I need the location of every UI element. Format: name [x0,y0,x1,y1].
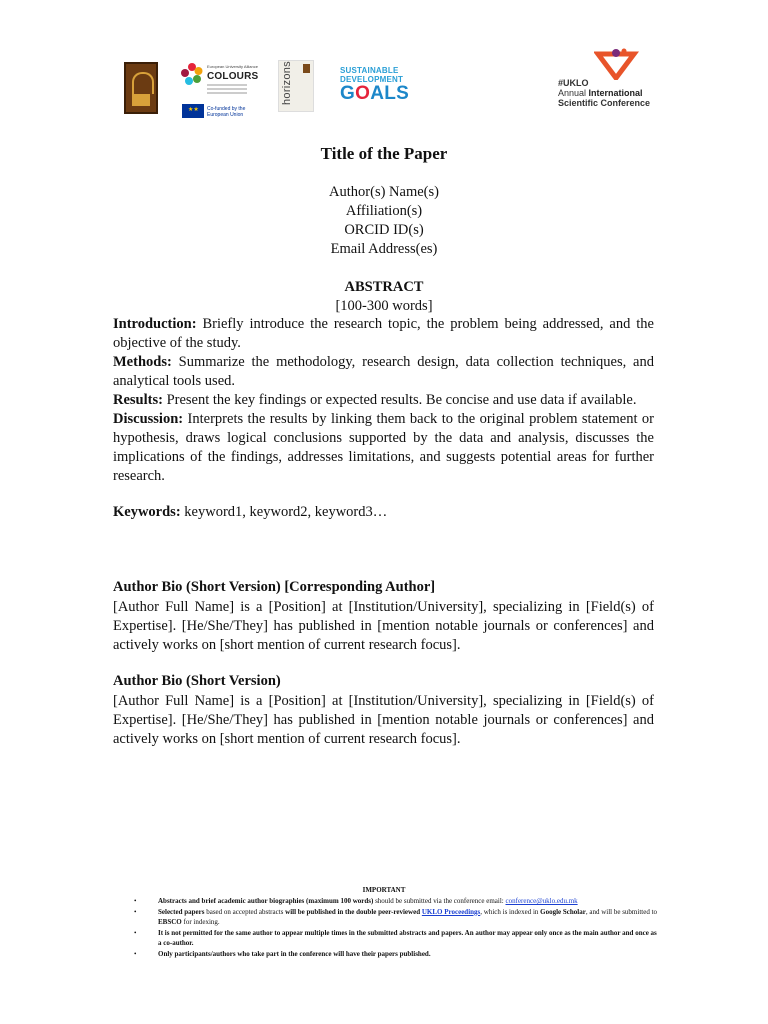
note-item: • Selected papers based on accepted abstracts will be published in the double peer-reviewed UKLO Proceedings, which is indexed in Google Scholar, and will be submitted to EBSCO for indexing. [134,907,658,926]
conference-email-link[interactable]: conference@uklo.edu.mk [505,897,578,905]
conference-triangle-icon [594,48,640,80]
paper-title: Title of the Paper [320,144,448,163]
note-item: • It is not permitted for the same author to appear multiple times in the submitted abstracts and papers. An author may appear only once as the main author and once as a co-author. [134,928,657,947]
sdg-line1: SUSTAINABLE [340,66,399,75]
bio-text: [Author Full Name] is a [Position] at [Institution/University], specializing in [Field(s) of Expertise]. [He/She/They] has published in [mention notable journals or conferences] and actively works on [short mention of current research focus]. [113,693,654,747]
conference-line3: Scientific Conference [558,98,651,108]
header-logos [0,48,768,120]
bio-heading-corresponding: Author Bio (Short Version) [Corresponding Author] [113,579,436,595]
bio-text-corresponding: [Author Full Name] is a [Position] at [Institution/University], specializing in [Field(s) of Expertise]. [He/She/They] has published in [mention notable journals or conferences] and actively works on [short mention of current research focus]. [113,599,654,653]
author-names: Author(s) Name(s) [329,184,439,200]
proceedings-link[interactable]: UKLO Proceedings [421,907,481,916]
orcid: ORCID ID(s) [344,222,424,238]
conference-hashtag: #UKLO [558,78,589,88]
note-item: • Abstracts and brief academic author biographies (maximum 100 words) should be submitted via the conference email: conference@uklo.edu.mk [134,897,578,905]
author-info [0,183,768,259]
conference-logo [552,48,652,118]
horizons-logo [278,60,314,112]
footer-notes [130,896,660,959]
bio-heading: Author Bio (Short Version) [113,673,281,689]
horizons-mark-icon [303,64,310,73]
footer-heading: IMPORTANT [362,886,406,894]
colours-logo [180,60,260,118]
affiliation: Affiliation(s) [345,203,423,219]
sdg-logo [340,66,410,106]
eu-funding-text: Co-funded by the European Union [207,106,246,118]
colours-name: COLOURS [207,71,259,82]
note-item: • Only participants/authors who take part in the conference will have their papers published. [134,949,431,958]
eu-flag-icon: ★★ [182,104,204,118]
conference-line2: Annual International [558,88,643,98]
abstract-introduction: Introduction: Briefly introduce the research topic, the problem being addressed, and the objective of the study. [113,316,654,351]
university-logo [124,62,158,114]
abstract-methods: Methods: Summarize the methodology, research design, data collection techniques, and analytical tools used. [113,354,654,389]
sdg-goals: GOALS [340,83,410,104]
abstract-discussion: Discussion: Interprets the results by linking them back to the original problem statement or hypothesis, draws logical conclusions supported by the data and analysis, discusses the implications of the findings, addresses limitations, and suggests potential areas for further research. [113,411,654,484]
abstract-results: Results: Present the key findings or expected results. Be concise and use data if available. [113,392,637,408]
abstract-heading: ABSTRACT [344,279,424,295]
colours-flower-icon [180,62,204,86]
colours-small-text: European University Alliance [207,64,258,69]
abstract-header [0,278,768,316]
email-address: Email Address(es) [330,241,438,257]
abstract-word-limit: [100-300 words] [335,298,433,314]
sdg-line2: DEVELOPMENT [340,75,404,84]
horizons-name: horizons [281,61,293,105]
keywords: Keywords: keyword1, keyword2, keyword3… [113,504,388,520]
